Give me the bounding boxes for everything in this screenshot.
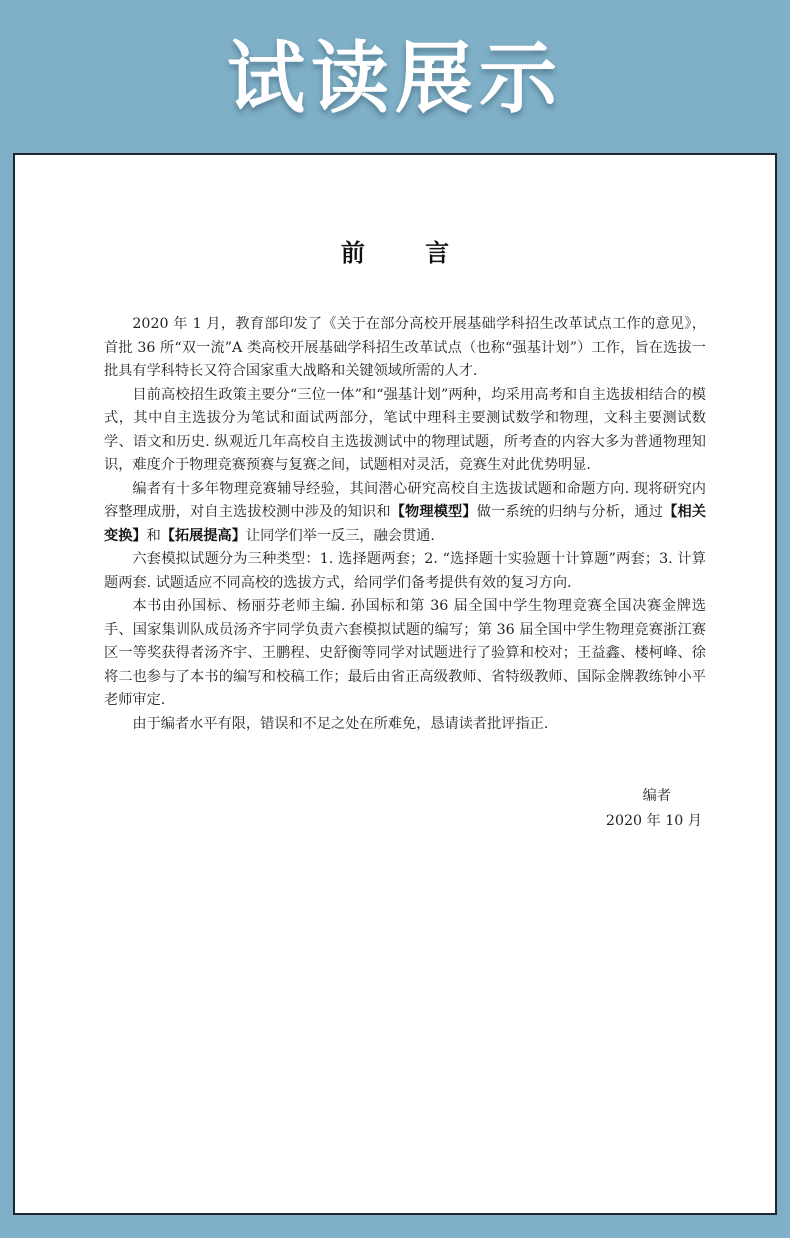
paragraph-3 [104, 478, 706, 549]
paragraph-1: 2020 年 1 月，教育部印发了《关于在部分高校开展基础学科招生改革试点工作的意见》，首批 36 所“双一流”A 类高校开展基础学科招生改革试点（也称“强基计划”）工作，旨在选拔一批具有学科特长又符合国家重大战略和关键领域所需的人才. [104, 316, 706, 379]
paragraph-3-text-a: 编者有十多年物理竞赛辅导经验，其间潜心研究高校自主选拔试题和命题方向. 现将研究内容整理成册，对自主选拔校测中涉及的知识和 [104, 480, 706, 520]
banner [0, 0, 790, 152]
paragraph-3-text-d: 和 [146, 527, 161, 544]
date: 2020 年 10 月 [605, 813, 702, 829]
banner-title: 试读展示 [226, 34, 563, 124]
paragraph-2: 目前高校招生政策主要分“三位一体”和“强基计划”两种，均采用高考和自主选拔相结合的模式，其中自主选拔分为笔试和面试两部分，笔试中理科主要测试数学和物理，文科主要测试数学、语文和历史. 纵观近几年高校自主选拔测试中的物理试题，所考查的内容大多为普通物理知识，难度介于物理竞赛预赛与复赛之间，试题相对灵活，竞赛生对此优势明显. [104, 386, 706, 473]
keyword-physics-model: 【物理模型】 [390, 504, 477, 520]
document-heading: 前 言 [340, 238, 476, 267]
document-body [104, 313, 706, 736]
paragraph-3-text-c: 做一系统的归纳与分析，通过 [476, 504, 664, 520]
signature: 编者 [642, 788, 671, 804]
keyword-extension: 【拓展提高】 [160, 527, 246, 544]
paragraph-5: 本书由孙国标、杨丽芬老师主编. 孙国标和第 36 届全国中学生物理竞赛全国决赛金牌选手、国家集训队成员汤齐宇同学负责六套模拟试题的编写；第 36 届全国中学生物理竞赛浙江赛区一等奖获得者汤齐宇、王鹏程、史舒衡等同学对试题进行了验算和校对；王益鑫、楼柯峰、徐将二也参与了本书的编写和校稿工作；最后由省正高级教师、省特级教师、国际金牌教练钟小平老师审定. [104, 598, 706, 708]
paragraph-4: 六套模拟试题分为三种类型：1. 选择题两套；2. “选择题十实验题十计算题”两套；3. 计算题两套. 试题适应不同高校的选拔方式，给同学们备考提供有效的复习方向. [104, 551, 706, 591]
document-page [13, 153, 777, 1215]
keyword-related-transform: 【相关变换】 [104, 504, 706, 544]
paragraph-3-text-e: 让同学们举一反三，融会贯通. [245, 527, 435, 544]
paragraph-6: 由于编者水平有限，错误和不足之处在所难免，恳请读者批评指正. [132, 715, 549, 732]
